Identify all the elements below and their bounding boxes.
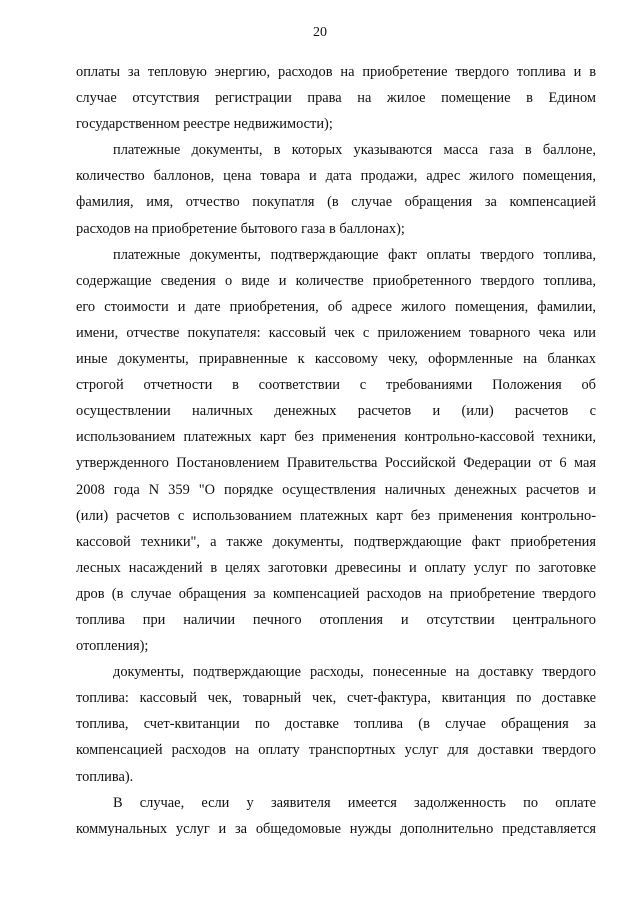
paragraph-3 (76, 242, 596, 660)
text-line: документы, подтверждающие расходы, понесенные на доставку твердого (113, 664, 596, 681)
text-line: платежные документы, в которых указываются масса газа в баллоне, (113, 142, 596, 159)
text-line: кассовой техники", а также документы, подтверждающие факт приобретения (76, 533, 596, 550)
text-line: осуществлении наличных денежных расчетов и (или) расчетов с (76, 403, 596, 420)
text-line: содержащие сведения о виде и количестве приобретенного твердого топлива, (76, 272, 596, 289)
text-line: топлива, счет-квитанции по доставке топлива (в случае обращения за (76, 716, 596, 733)
text-line: компенсацией расходов на оплату транспортных услуг для доставки твердого (76, 742, 596, 759)
text-line: топлива при наличии печного отопления и отсутствии центрального (76, 611, 596, 628)
text-line: количество баллонов, цена товара и дата продажи, адрес жилого помещения, (76, 168, 596, 185)
text-line: топлива: кассовый чек, товарный чек, счет-фактура, квитанция по доставке (76, 690, 596, 707)
text-line: лесных насаждений в целях заготовки древесины и оплату услуг по заготовке (76, 559, 596, 576)
text-line: случае отсутствия регистрации права на жилое помещение в Едином (76, 90, 596, 107)
text-line: (или) расчетов с использованием платежных карт без применения контрольно- (76, 507, 596, 524)
paragraph-1 (76, 59, 596, 137)
text-line: отопления); (76, 638, 149, 655)
text-line: топлива). (76, 768, 134, 785)
text-line: строгой отчетности в соответствии с требованиями Положения об (76, 377, 596, 394)
paragraph-4 (76, 659, 596, 789)
text-line: 2008 года N 359 "О порядке осуществления наличных денежных расчетов и (76, 481, 596, 498)
text-line: утвержденного Постановлением Правительства Российской Федерации от 6 мая (76, 455, 596, 472)
text-line: государственном реестре недвижимости); (76, 116, 333, 133)
text-line: иные документы, приравненные к кассовому чеку, оформленные на бланках (76, 351, 596, 368)
text-line: использованием платежных карт без применения контрольно-кассовой техники, (76, 429, 596, 446)
text-line: коммунальных услуг и за общедомовые нужды дополнительно представляется (76, 820, 596, 837)
text-line: имени, отчестве покупателя: кассовый чек с приложением товарного чека или (76, 324, 596, 341)
text-line: платежные документы, подтверждающие факт оплаты твердого топлива, (113, 246, 596, 263)
paragraph-5 (76, 790, 596, 842)
text-line: фамилия, имя, отчество покупатля (в случае обращения за компенсацией (76, 194, 596, 211)
text-line: его стоимости и дате приобретения, об адресе жилого помещения, фамилии, (76, 298, 596, 315)
text-line: дров (в случае обращения за компенсацией расходов на приобретение твердого (76, 585, 596, 602)
paragraph-2 (76, 137, 596, 241)
text-line: В случае, если у заявителя имеется задолженность по оплате (113, 794, 596, 811)
text-line: расходов на приобретение бытового газа в баллонах); (76, 220, 405, 237)
text-line: оплаты за тепловую энергию, расходов на приобретение твердого топлива и в (76, 64, 596, 80)
document-body (76, 59, 596, 842)
page-number: 20 (313, 25, 327, 40)
